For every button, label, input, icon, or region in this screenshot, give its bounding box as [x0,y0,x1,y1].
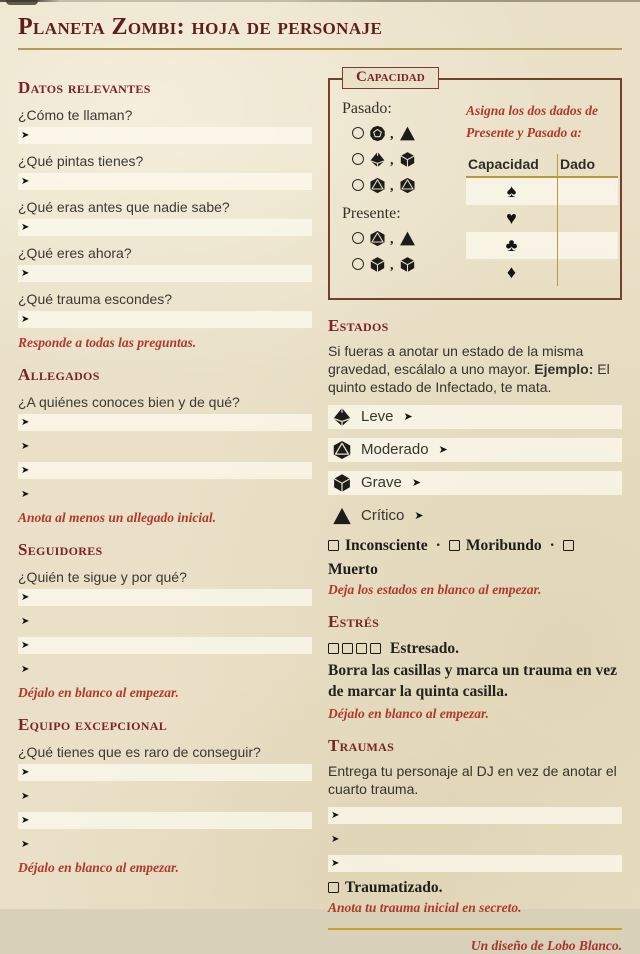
equipo-lines [18,764,312,853]
capacidad-box-label: Capacidad [342,67,439,89]
dice-option[interactable]: , [352,254,458,274]
pasado-options [342,123,458,195]
estado-label: Crítico [361,507,405,525]
dice-option[interactable]: , [352,149,458,169]
pasado-label: Pasado: [342,100,392,117]
estado-level-row [328,405,622,429]
d6-die-icon [399,151,416,168]
right-column [328,64,622,954]
question-label: ¿Qué eres ahora? [18,245,132,261]
page-title: Planeta Zombi: hoja de personaje [18,14,383,40]
capacidad-box [328,69,622,300]
answer-arrow-icon: ➤ [21,130,30,141]
dado-cell[interactable] [558,178,618,205]
answer-line[interactable] [18,311,312,328]
section-heading: Estrés [328,611,380,631]
answer-arrow-icon: ➤ [21,441,30,452]
answer-arrow-icon: ➤ [21,640,30,651]
estado-label: Leve [361,408,394,426]
estados-intro: Si fueras a anotar un estado de la misma gravedad, escálalo a uno mayor. Ejemplo: El quinto estado de Infectado, te mata. [328,342,610,396]
question-label: ¿Qué trauma escondes? [18,291,173,307]
answer-line[interactable] [18,661,312,678]
traumatizado-row [328,879,622,897]
d4-die-icon [399,125,416,142]
scan-artifact [6,0,38,5]
spade-suit-icon: ♠ [466,178,558,205]
answer-line[interactable] [18,414,312,431]
scan-artifact [0,0,640,2]
answer-arrow-icon: ➤ [21,839,30,850]
radio-circle[interactable] [352,258,364,270]
estres-rule-text: Borra las casillas y marca un trauma en vez de marcar la quinta casilla. [328,661,618,700]
section-heading: Equipo excepcional [18,715,167,734]
capacity-assignment-column [466,98,622,286]
question-label: ¿Qué pintas tienes? [18,153,144,169]
column-header-capacidad: Capacidad [466,154,558,178]
answer-line[interactable] [18,788,312,805]
answer-line[interactable] [18,637,312,654]
section-allegados [18,365,312,526]
radio-circle[interactable] [352,179,364,191]
answer-line[interactable] [18,462,312,479]
radio-circle[interactable] [352,153,364,165]
designer-credit: Un diseño de Lobo Blanco. [470,937,622,953]
answer-arrow-icon: ➤ [21,222,30,233]
answer-arrow-icon: ➤ [21,791,30,802]
estado-label: Moderado [361,441,429,459]
section-estados [328,316,622,598]
section-heading: Datos relevantes [18,78,151,97]
answer-line[interactable] [328,807,622,824]
traumas-rule-text: Entrega tu personaje al DJ en vez de anotar el cuarto trauma. [328,762,617,798]
d6-die-icon [399,256,416,273]
dado-cell[interactable] [558,205,618,232]
section-note: Déjalo en blanco al empezar. [328,705,489,721]
section-equipo-excepcional [18,715,312,876]
traumatizado-label: Traumatizado. [345,878,443,896]
dice-options-column [342,98,458,286]
estado-checkbox-label: Moribundo [465,536,542,554]
answer-arrow-icon: ➤ [21,664,30,675]
answer-arrow-icon: ➤ [21,489,30,500]
section-note: Responde a todas las preguntas. [18,335,197,350]
capacity-table [466,154,618,286]
d8-die-icon [369,230,386,247]
capacity-table-row [466,232,618,259]
section-seguidores [18,540,312,701]
answer-line[interactable] [18,127,312,144]
d8-die-icon [369,177,386,194]
capacity-table-row [466,205,618,232]
presente-label: Presente: [342,205,401,222]
d6-die-icon [369,256,386,273]
section-note: Anota al menos un allegado inicial. [18,510,217,525]
answer-line[interactable] [328,831,622,848]
answer-arrow-icon: ➤ [331,809,340,821]
answer-arrow-icon: ➤ [414,510,424,523]
answer-arrow-icon: ➤ [21,815,30,826]
assignment-instruction: Asigna los dos dados de Presente y Pasado a: [466,103,599,141]
answer-arrow-icon: ➤ [331,833,340,845]
section-heading: Allegados [18,365,100,384]
answer-line[interactable] [18,589,312,606]
heart-suit-icon: ♥ [466,205,558,232]
answer-arrow-icon: ➤ [21,592,30,603]
section-heading: Seguidores [18,540,103,559]
d12-die-icon [369,125,386,142]
section-note: Anota tu trauma inicial en secreto. [328,899,522,915]
footer-divider [328,928,622,930]
estado-level-row [328,504,622,528]
estado-checkbox-label: Muerto [328,560,378,578]
checkbox[interactable] [356,643,367,654]
section-datos-relevantes [18,78,312,351]
estres-label: Estresado. [390,639,460,657]
traumas-lines [328,807,622,872]
club-suit-icon: ♣ [466,232,558,259]
dice-option[interactable]: , [352,123,458,143]
answer-line[interactable] [18,812,312,829]
section-note: Déjalo en blanco al empezar. [18,685,179,700]
section-note: Deja los estados en blanco al empezar. [328,581,542,597]
answer-arrow-icon: ➤ [21,314,30,325]
column-header-dado: Dado [558,154,618,178]
radio-circle[interactable] [352,127,364,139]
answer-arrow-icon: ➤ [21,616,30,627]
sheet-header [18,14,622,50]
d10-die-icon [369,151,386,168]
capacity-table-row [466,259,618,286]
section-heading: Traumas [328,735,395,755]
dice-option[interactable]: , [352,228,458,248]
answer-arrow-icon: ➤ [331,857,340,869]
d10-die-icon [332,407,352,427]
answer-arrow-icon: ➤ [403,411,413,424]
estado-levels [328,405,622,528]
allegados-lines [18,414,312,503]
checkbox[interactable] [370,643,381,654]
question-label: ¿A quiénes conoces bien y de qué? [18,394,240,410]
capacity-table-row [466,178,618,205]
left-column [18,64,312,954]
question-label: ¿Cómo te llaman? [18,107,133,123]
separator-dot: · [549,536,555,554]
estado-label: Grave [361,474,402,492]
dado-cell[interactable] [558,232,618,259]
section-heading: Estados [328,315,389,335]
estado-checkbox-label: Inconsciente [345,536,428,554]
section-traumas [328,736,622,916]
section-estres [328,612,622,722]
answer-arrow-icon: ➤ [21,268,30,279]
question-label: ¿Qué eras antes que nadie sabe? [18,199,230,215]
answer-arrow-icon: ➤ [411,477,422,490]
dado-cell[interactable] [558,259,618,286]
dice-option[interactable]: , [352,175,458,195]
checkbox[interactable] [449,540,460,551]
datos-question-list [18,107,312,328]
d8-die-icon [332,440,352,460]
answer-line[interactable] [328,855,622,872]
d4-die-icon [399,230,416,247]
radio-circle[interactable] [352,232,364,244]
answer-line[interactable] [18,265,312,282]
section-note: Déjalo en blanco al empezar. [18,860,179,875]
separator-dot: · [435,536,441,554]
answer-line[interactable] [18,173,312,190]
question-label: ¿Qué tienes que es raro de conseguir? [18,744,261,760]
answer-line[interactable] [18,219,312,236]
checkbox[interactable] [328,882,339,893]
answer-arrow-icon: ➤ [21,417,30,428]
d4-die-icon [332,506,352,526]
answer-line[interactable] [18,836,312,853]
d6-die-icon [332,473,352,493]
seguidores-lines [18,589,312,678]
answer-arrow-icon: ➤ [21,176,30,187]
answer-line[interactable] [18,764,312,781]
capacity-table-body [466,178,618,286]
question-label: ¿Quién te sigue y por qué? [18,569,187,585]
presente-options [342,228,458,274]
answer-line[interactable] [18,486,312,503]
estado-level-row [328,471,622,495]
answer-arrow-icon: ➤ [21,465,30,476]
estado-final-checkboxes [328,537,622,579]
answer-line[interactable] [18,438,312,455]
checkbox[interactable] [563,540,574,551]
checkbox[interactable] [328,643,339,654]
diamond-suit-icon: ♦ [466,259,558,286]
answer-arrow-icon: ➤ [438,444,448,457]
checkbox[interactable] [328,540,339,551]
d8-die-icon [399,177,416,194]
estres-boxes-row [328,640,622,658]
estres-checkboxes [328,643,381,654]
checkbox[interactable] [342,643,353,654]
estado-level-row [328,438,622,462]
answer-line[interactable] [18,613,312,630]
answer-arrow-icon: ➤ [21,767,30,778]
